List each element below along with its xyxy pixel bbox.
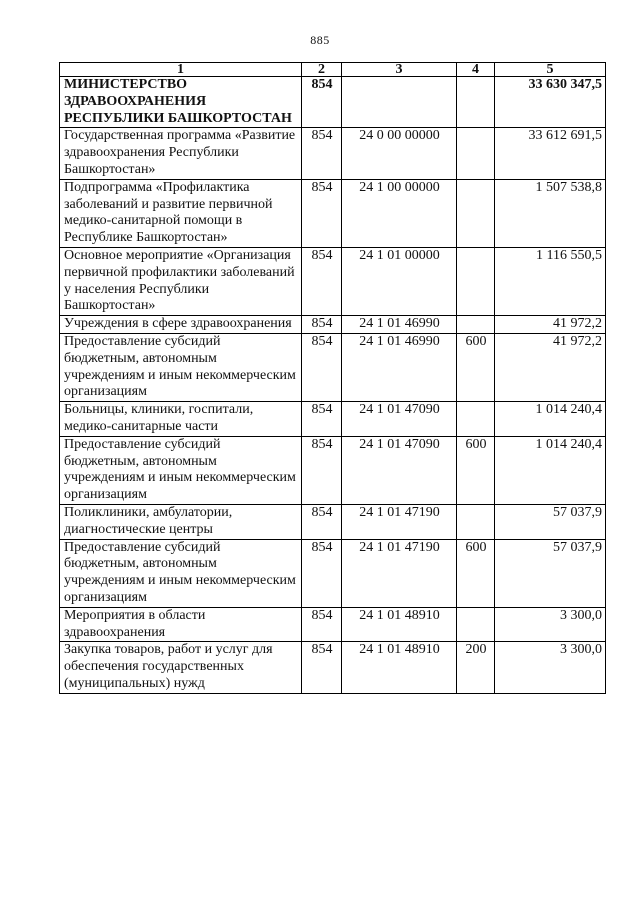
table-row — [60, 402, 606, 437]
row-name-cell: Мероприятия в области здравоохранения — [60, 607, 302, 642]
expense-type-cell: 200 — [457, 642, 495, 693]
target-article-cell: 24 1 01 48910 — [342, 607, 457, 642]
expense-type-cell — [457, 402, 495, 437]
target-article-cell: 24 1 01 00000 — [342, 247, 457, 315]
table-row — [60, 642, 606, 693]
row-name-cell: Предоставление субсидий бюджетным, автономным учреждениям и иным некоммерческим организациям — [60, 436, 302, 504]
target-article-cell: 24 1 01 47190 — [342, 504, 457, 539]
amount-cell: 1 014 240,4 — [495, 436, 606, 504]
expense-type-cell — [457, 504, 495, 539]
table-row — [60, 504, 606, 539]
row-name-cell: Основное мероприятие «Организация первичной профилактики заболеваний у населения Республики Башкортостан» — [60, 247, 302, 315]
target-article-cell: 24 1 01 48910 — [342, 642, 457, 693]
column-header: 5 — [495, 63, 606, 77]
expense-type-cell — [457, 128, 495, 179]
department-code-cell: 854 — [302, 316, 342, 334]
row-name-cell: Предоставление субсидий бюджетным, автономным учреждениям и иным некоммерческим организациям — [60, 333, 302, 401]
row-name-cell: Государственная программа «Развитие здравоохранения Республики Башкортостан» — [60, 128, 302, 179]
target-article-cell — [342, 77, 457, 128]
expense-type-cell — [457, 316, 495, 334]
department-code-cell: 854 — [302, 333, 342, 401]
table-row — [60, 436, 606, 504]
expense-type-cell — [457, 77, 495, 128]
table-row — [60, 316, 606, 334]
target-article-cell: 24 1 01 47090 — [342, 402, 457, 437]
target-article-cell: 24 1 01 46990 — [342, 333, 457, 401]
row-name-cell: Больницы, клиники, госпитали, медико-санитарные части — [60, 402, 302, 437]
table-row — [60, 128, 606, 179]
amount-cell: 1 507 538,8 — [495, 179, 606, 247]
row-name-cell: Поликлиники, амбулатории, диагностические центры — [60, 504, 302, 539]
expense-type-cell — [457, 247, 495, 315]
column-header: 3 — [342, 63, 457, 77]
column-header: 1 — [60, 63, 302, 77]
amount-cell: 57 037,9 — [495, 504, 606, 539]
target-article-cell: 24 1 00 00000 — [342, 179, 457, 247]
expense-type-cell: 600 — [457, 436, 495, 504]
amount-cell: 33 630 347,5 — [495, 77, 606, 128]
column-header: 2 — [302, 63, 342, 77]
department-code-cell: 854 — [302, 607, 342, 642]
amount-cell: 3 300,0 — [495, 607, 606, 642]
amount-cell: 1 014 240,4 — [495, 402, 606, 437]
page-number: 885 — [310, 33, 330, 47]
table-header-row — [60, 63, 606, 77]
row-name-cell: Подпрограмма «Профилактика заболеваний и развитие первичной медико-санитарной помощи в Республике Башкортостан» — [60, 179, 302, 247]
department-code-cell: 854 — [302, 436, 342, 504]
table-row — [60, 333, 606, 401]
department-code-cell: 854 — [302, 179, 342, 247]
department-code-cell: 854 — [302, 247, 342, 315]
target-article-cell: 24 1 01 46990 — [342, 316, 457, 334]
row-name-cell: Предоставление субсидий бюджетным, автономным учреждениям и иным некоммерческим организациям — [60, 539, 302, 607]
amount-cell: 41 972,2 — [495, 333, 606, 401]
department-code-cell: 854 — [302, 77, 342, 128]
table-row — [60, 179, 606, 247]
budget-table — [59, 62, 606, 694]
row-name-cell: Закупка товаров, работ и услуг для обеспечения государственных (муниципальных) нужд — [60, 642, 302, 693]
expense-type-cell — [457, 607, 495, 642]
amount-cell: 3 300,0 — [495, 642, 606, 693]
table-row — [60, 77, 606, 128]
table-row — [60, 247, 606, 315]
expense-type-cell — [457, 179, 495, 247]
department-code-cell: 854 — [302, 642, 342, 693]
department-code-cell: 854 — [302, 128, 342, 179]
table-row — [60, 607, 606, 642]
department-code-cell: 854 — [302, 539, 342, 607]
target-article-cell: 24 1 01 47190 — [342, 539, 457, 607]
amount-cell: 41 972,2 — [495, 316, 606, 334]
department-code-cell: 854 — [302, 402, 342, 437]
amount-cell: 57 037,9 — [495, 539, 606, 607]
table-row — [60, 539, 606, 607]
target-article-cell: 24 1 01 47090 — [342, 436, 457, 504]
amount-cell: 1 116 550,5 — [495, 247, 606, 315]
row-name-cell: МИНИСТЕРСТВО ЗДРАВООХРАНЕНИЯ РЕСПУБЛИКИ БАШКОРТОСТАН — [60, 77, 302, 128]
target-article-cell: 24 0 00 00000 — [342, 128, 457, 179]
row-name-cell: Учреждения в сфере здравоохранения — [60, 316, 302, 334]
expense-type-cell: 600 — [457, 539, 495, 607]
amount-cell: 33 612 691,5 — [495, 128, 606, 179]
column-header: 4 — [457, 63, 495, 77]
department-code-cell: 854 — [302, 504, 342, 539]
expense-type-cell: 600 — [457, 333, 495, 401]
